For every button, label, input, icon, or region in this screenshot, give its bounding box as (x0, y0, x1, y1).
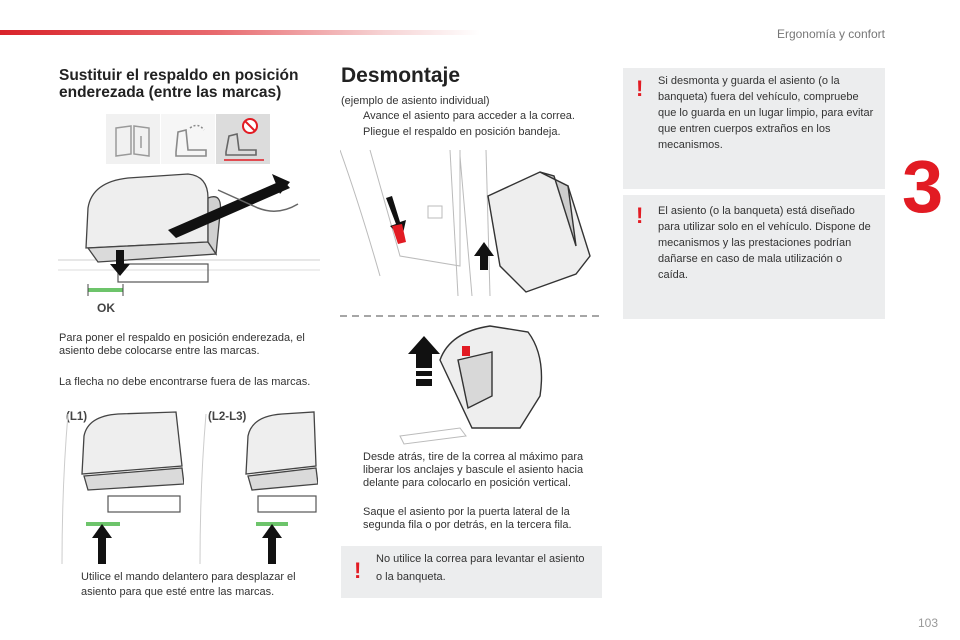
middle-bullet-2 (341, 126, 611, 139)
seat-figure-top (58, 168, 320, 318)
l1-up-arrow-icon (92, 524, 112, 564)
manual-icon-bg (106, 114, 160, 164)
instruction-icons-svg (106, 114, 270, 164)
seat-l1-body (82, 412, 184, 490)
right-warning-box-1 (623, 68, 885, 189)
header-accent-bar (0, 30, 480, 35)
vehicle-interior-lines (340, 150, 490, 296)
left-para-1: Para poner el respaldo en posición enderezada, el asiento debe colocarse entre las marcas. (59, 332, 305, 357)
left-heading: Sustituir el respaldo en posición enderezada (entre las marcas) (59, 67, 299, 101)
seat-removal-figure (340, 146, 602, 446)
left-bullet (59, 570, 324, 600)
folded-seat-body (488, 172, 590, 292)
section-title: Ergonomía y confort (776, 27, 885, 41)
right-warning-2-text: El asiento (o la banqueta) está diseñado para utilizar solo en el vehículo. Dispone de mecanismos y las prestaciones podrían dañarse en caso de mala utilización o caída. (658, 205, 871, 281)
page-number: 103 (917, 616, 938, 630)
ok-label: OK (97, 301, 115, 315)
right-warning-box-2 (623, 195, 885, 319)
middle-bullet-1-text: Avance el asiento para acceder a la correa. (363, 110, 575, 122)
middle-heading: Desmontaje (341, 64, 461, 87)
seat-removal-svg (340, 146, 602, 446)
l2-up-arrow-icon (262, 524, 282, 564)
middle-warning-box (341, 546, 602, 598)
left-bullet-text: Utilice el mando delantero para desplazar el asiento para que esté entre las marcas. (81, 571, 296, 598)
middle-warning-text: No utilice la correa para levantar el asiento o la banqueta. (376, 553, 585, 583)
warning-icon: ! (636, 76, 644, 101)
lift-arrow-icon (474, 242, 494, 270)
chapter-number: 3 (902, 145, 944, 228)
warning-icon: ! (354, 558, 362, 583)
red-release-handle (462, 346, 470, 356)
arrow-stripe-2 (416, 376, 432, 379)
instruction-icons-strip (106, 114, 270, 164)
middle-bullet-3-text: Desde atrás, tire de la correa al máximo para liberar los anclajes y bascule el asiento hacia delante para colocarlo en posición vertical. (363, 451, 584, 489)
middle-bullet-3 (341, 451, 606, 490)
label-l2-l3: (L2-L3) (208, 411, 247, 423)
middle-bullet-4 (341, 506, 606, 532)
seat-l2-base (258, 496, 316, 512)
seat-l2-svg (196, 404, 318, 569)
upright-seat-body (440, 326, 542, 428)
seat-figure-l1 (58, 404, 184, 569)
seat-figure-l2-l3 (196, 404, 318, 569)
seat-base (118, 264, 208, 282)
seat-l1-svg (58, 404, 184, 569)
middle-bullet-2-text: Pliegue el respaldo en posición bandeja. (363, 126, 561, 138)
middle-bullet-4-text: Saque el asiento por la puerta lateral de la segunda fila o por detrás, en la tercera fila. (363, 506, 572, 531)
floor-rail (400, 428, 466, 444)
right-warning-1-text: Si desmonta y guarda el asiento (o la banqueta) fuera del vehículo, compruebe que lo guarda en un lugar limpio, para evitar que entren cuerpos extraños en los mecanismos. (658, 75, 874, 151)
left-para-2: La flecha no debe encontrarse fuera de las marcas. (59, 376, 311, 388)
rail-curve (62, 414, 68, 564)
warning-icon: ! (636, 203, 644, 228)
arrow-stripe-1 (416, 368, 432, 371)
seat-illustration (58, 168, 320, 318)
label-l1: (L1) (66, 411, 88, 423)
seat-l2-body (246, 412, 318, 490)
middle-example: (ejemplo de asiento individual) (341, 95, 490, 107)
no-seat-icon-bg (216, 114, 270, 164)
rail-curve-2 (200, 414, 206, 564)
seat-l1-base (108, 496, 180, 512)
middle-bullet-1 (341, 110, 611, 123)
